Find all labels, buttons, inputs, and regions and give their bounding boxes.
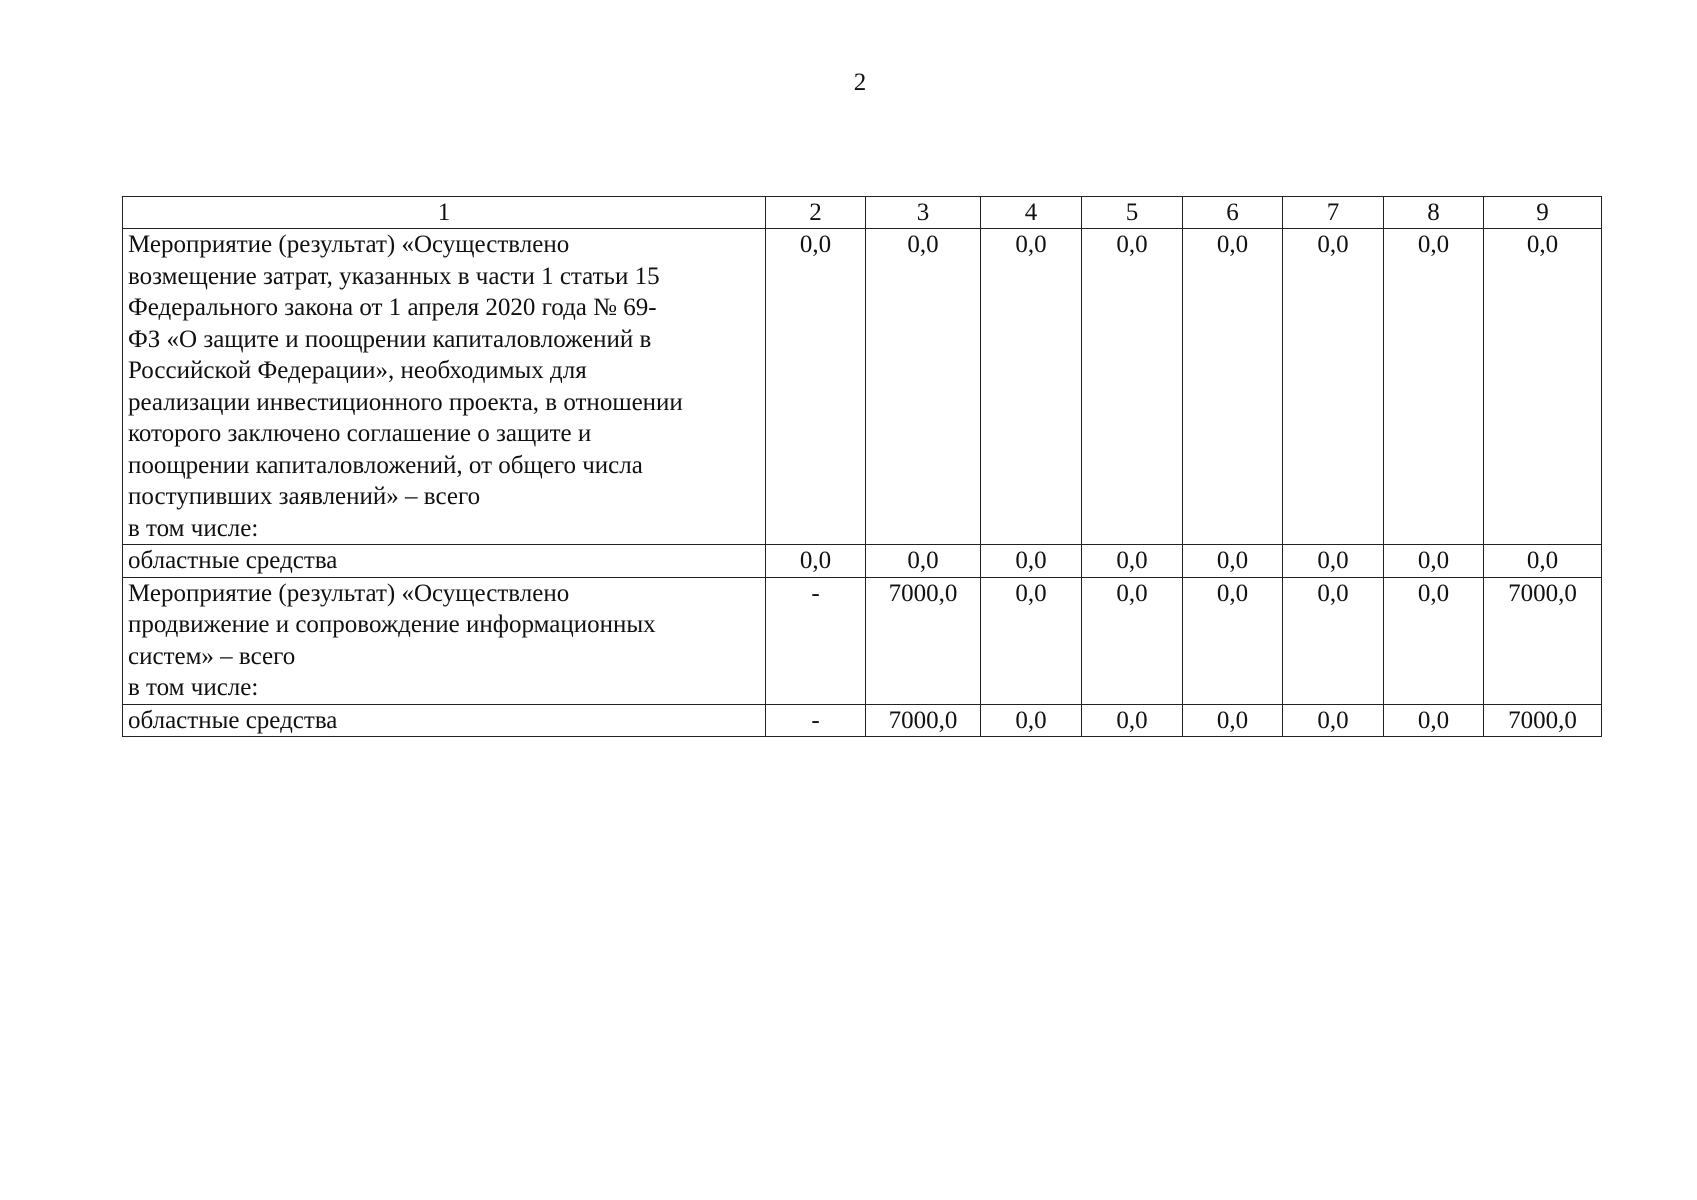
table-row: [123, 577, 1602, 704]
header-cell: 2: [766, 197, 866, 229]
header-cell: 5: [1082, 197, 1183, 229]
row-label: Мероприятие (результат) «Осуществлено продвижение и сопровождение информационных систем» – всего в том числе:: [123, 577, 766, 704]
table-row: [123, 229, 1602, 545]
value-cell: 0,0: [981, 545, 1082, 578]
value-cell: 0,0: [981, 704, 1082, 737]
value-cell: 0,0: [1283, 704, 1384, 737]
value-cell: 0,0: [1082, 545, 1183, 578]
header-cell: 6: [1183, 197, 1283, 229]
header-cell: 9: [1484, 197, 1602, 229]
value-cell: 7000,0: [1484, 704, 1602, 737]
value-cell: 0,0: [766, 545, 866, 578]
value-cell: 0,0: [1384, 577, 1484, 704]
value-cell: 0,0: [1384, 229, 1484, 545]
value-cell: 0,0: [766, 229, 866, 545]
value-cell: 0,0: [1082, 229, 1183, 545]
value-cell: 0,0: [1183, 577, 1283, 704]
value-cell: 0,0: [1283, 545, 1384, 578]
value-cell: 0,0: [1183, 229, 1283, 545]
value-cell: 7000,0: [866, 704, 981, 737]
value-cell: -: [766, 704, 866, 737]
value-cell: 7000,0: [866, 577, 981, 704]
budget-table: [122, 196, 1602, 737]
header-cell: 8: [1384, 197, 1484, 229]
value-cell: 0,0: [1183, 545, 1283, 578]
value-cell: 0,0: [866, 545, 981, 578]
value-cell: 0,0: [981, 229, 1082, 545]
value-cell: 0,0: [1484, 545, 1602, 578]
row-label: Мероприятие (результат) «Осуществлено возмещение затрат, указанных в части 1 статьи 15 Федерального закона от 1 апреля 2020 года № 69- ФЗ «О защите и поощрении капиталовложений в Российской Федерации», необходимых для реализации инвестиционного проекта, в отношении которого заключено соглашение о защите и поощрении капиталовложений, от общего числа поступивших заявлений» – всего в том числе:: [123, 229, 766, 545]
table-row: [123, 704, 1602, 737]
page-number: 2: [853, 69, 867, 96]
header-cell: 4: [981, 197, 1082, 229]
table-header-row: [123, 197, 1602, 229]
value-cell: 0,0: [1183, 704, 1283, 737]
row-label: областные средства: [123, 545, 766, 578]
value-cell: 0,0: [1384, 545, 1484, 578]
table-row: [123, 545, 1602, 578]
value-cell: 0,0: [1082, 577, 1183, 704]
value-cell: 0,0: [1283, 229, 1384, 545]
header-cell: 1: [123, 197, 766, 229]
header-cell: 3: [866, 197, 981, 229]
value-cell: -: [766, 577, 866, 704]
header-cell: 7: [1283, 197, 1384, 229]
value-cell: 0,0: [1484, 229, 1602, 545]
value-cell: 0,0: [1283, 577, 1384, 704]
value-cell: 7000,0: [1484, 577, 1602, 704]
value-cell: 0,0: [866, 229, 981, 545]
value-cell: 0,0: [1384, 704, 1484, 737]
value-cell: 0,0: [981, 577, 1082, 704]
value-cell: 0,0: [1082, 704, 1183, 737]
row-label: областные средства: [123, 704, 766, 737]
